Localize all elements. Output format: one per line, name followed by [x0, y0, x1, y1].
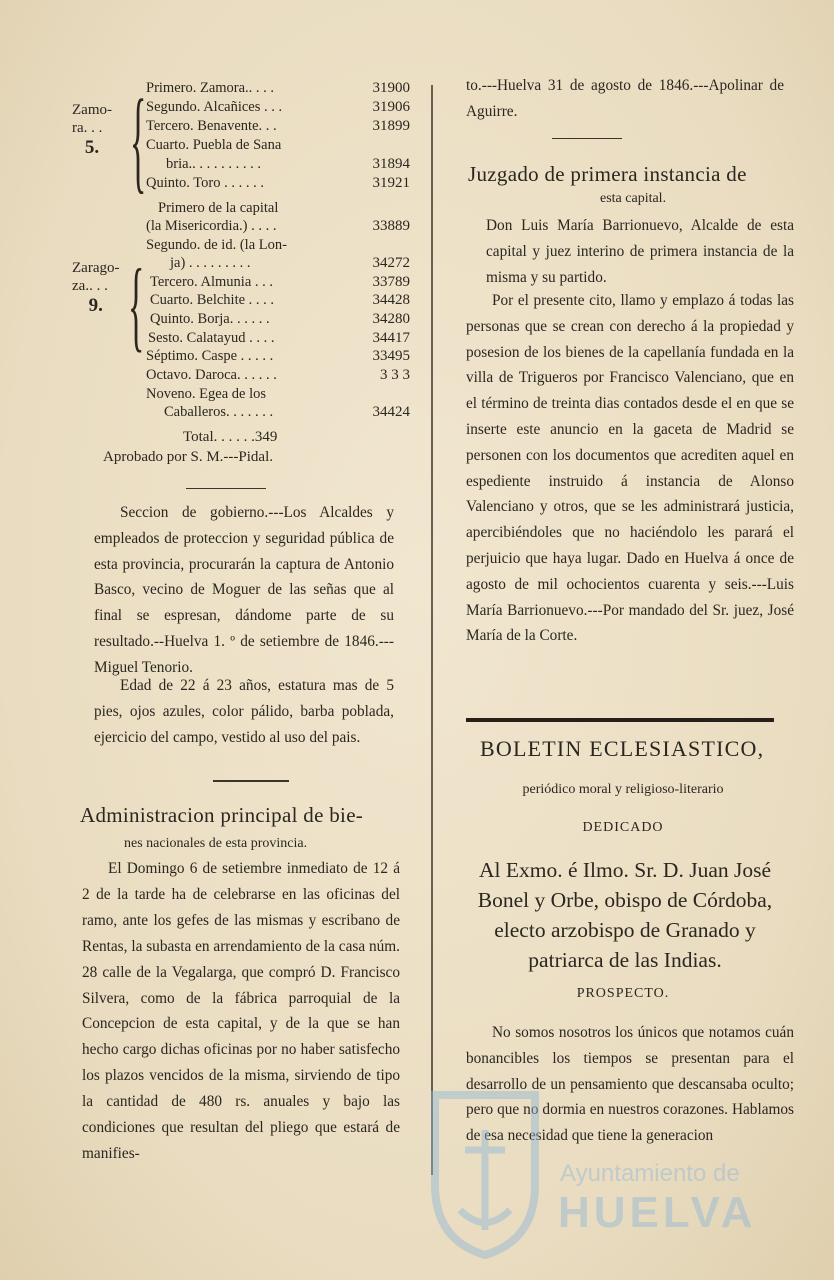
seccion-gobierno-paragraph: Seccion de gobierno.---Los Alcaldes y empleados de proteccion y seguridad pública de esta provincia, procurarán la captura de Antonio Basco, vecino de Moguer de las señas que al final se espresan, dándome parte de su resultado.--Huelva 1. º de setiembre de 1846.---Miguel Tenorio.	[94, 504, 394, 676]
total-line: Total. . . . . .349	[183, 429, 278, 445]
administracion-title: Administracion principal de bie-	[80, 803, 364, 827]
boletin-subtitle: periódico moral y religioso-literario	[522, 782, 724, 797]
zamora-number: 5.	[84, 137, 100, 158]
juzgado-title: Juzgado de primera instancia de	[468, 162, 747, 186]
zaragoza-label	[72, 259, 119, 315]
seccion-gobierno-description: Edad de 22 á 23 años, estatura mas de 5 pies, ojos azules, color pálido, barba poblada, ejercicio del campo, vestido al uso del pais.	[94, 677, 394, 746]
boletin-dedicado: DEDICADO	[582, 820, 664, 835]
zaragoza-label-line2: za.. . .	[72, 278, 108, 294]
juzgado-paragraph: Por el presente cito, llamo y emplazo á todas las personas que se crean con derecho á la propiedad y posesion de los bienes de la capellanía fundada en la villa de Trigueros por Francisco Valenciano, que en el término de treinta dias contados desde el en que se inserte este anuncio en la gaceta de Madrid se personen con los documentos que acrediten aquel en espediente instruido á instancia de Alonso Valenciano y otros, que se les administrará justicia, apercibiéndoles que no haciéndolo les parará el perjuicio que haya lugar. Dado en Huelva á once de agosto de mil ochocientos cuarenta y seis.---Luis María Barrionuevo.---Por mandado del Sr. juez, José María de la Corte.	[466, 292, 794, 645]
section-rule	[186, 488, 266, 489]
shield-icon	[430, 1090, 540, 1260]
section-thick-rule	[466, 718, 774, 722]
section-rule	[552, 138, 622, 139]
watermark-line2: HUELVA	[558, 1188, 757, 1237]
boletin-title: BOLETIN ECLESIASTICO,	[480, 736, 765, 761]
zamora-label-line1: Zamo-	[72, 102, 112, 118]
boletin-paragraph: No somos nosotros los únicos que notamos cuán bonancibles los tiempos se presentan para el desarrollo de un pensamiento que descansaba oculto; pero que no dormia en nuestros corazones. Hablamos de esa necesidad que tiene la generacion	[466, 1024, 794, 1145]
watermark	[430, 1090, 790, 1260]
zaragoza-label-line1: Zarago-	[72, 260, 120, 276]
administracion-paragraph: El Domingo 6 de setiembre inmediato de 12 á 2 de la tarde ha de celebrarse en las oficinas del ramo, ante los gefes de las mismas y escribano de Rentas, la subasta en arrendamiento de la casa núm. 28 calle de la Vegalarga, que compró D. Francisco Silvera, como de la fábrica parroquial de la Concepcion de esta capital, y de la que se han hecho cargo dichas oficinas por no haber satisfecho los plazos vencidos de la misma, sirviendo de tipo la cantidad de 480 rs. anuales y bajo las condiciones que resultan del pliego que estará de manifies-	[82, 860, 400, 1162]
boletin-prospecto: PROSPECTO.	[576, 986, 670, 1001]
column-divider	[431, 85, 433, 1175]
zamora-label	[72, 101, 112, 157]
zamora-brace: {	[130, 80, 147, 206]
zaragoza-brace: {	[128, 252, 145, 363]
approved-line: Aprobado por S. M.---Pidal.	[103, 449, 273, 465]
section-rule	[213, 780, 289, 782]
zaragoza-number: 9.	[88, 295, 103, 316]
continuation-text: to.---Huelva 31 de agosto de 1846.---Apolinar de Aguirre.	[466, 77, 784, 120]
newspaper-page: Zamo- ra. . . 5. { Primero. Zamora.. . . . 31900 Segundo. Alcañices . . . 31906 Tercero. Benavente. . . 31899 Cuarto. Puebla de Sana bria.. . . . . . . . . . 31894 Quinto. Toro . . . . . . 31921 Zarago- za.. . . 9. { Primero de la capital (la Misericordia.) . . . . 33889 Segundo. de id. (la Lon- ja) . . . . . . . . . 34272 Tercero. Almunia . . . 33789 Cuarto. Belchite . . . . 34428 Quinto. Borja. . . . . . 34280 Sesto. Calatayud . . . . 34417 Séptimo. Caspe . . . . . 33495 Octavo. Daroca. . . . . . 3 3 3 Noveno. Egea de los Caballeros. . . . . . . 34424 Total. . . . . .349 Aprobado por S. M.---Pidal. Seccion de gobierno.---Los Alcaldes y empleados de proteccion y seguridad pública de esta provincia, procurarán la captura de Antonio Basco, vecino de Moguer de las señas que al final se espresan, dándome parte de su resultado.--Huelva 1. º de setiembre de 1846.---Miguel Tenorio. Edad de 22 á 23 años, estatura mas de 5 pies, ojos azules, color pálido, barba poblada, ejercicio del campo, vestido al uso del pais. Administracion principal de bie- nes nacionales de esta provincia. El Domingo 6 de setiembre inmediato de 12 á 2 de la tarde ha de celebrarse en las oficinas del ramo, ante los gefes de las mismas y escribano de Rentas, la subasta en arrendamiento de la casa núm. 28 calle de la Vegalarga, que compró D. Francisco Silvera, como de la fábrica parroquial de la Concepcion de esta capital, y de la que se han hecho cargo dichas oficinas por no haber satisfecho los plazos vencidos de la misma, sirviendo de tipo la cantidad de 480 rs. anuales y bajo las condiciones que resultan del pliego que estará de manifies- to.---Huelva 31 de agosto de 1846.---Apolinar de Aguirre. Juzgado de primera instancia de esta capital. Don Luis María Barrionuevo, Alcalde de esta capital y juez interino de primera instancia de la misma y su partido. Por el presente cito, llamo y emplazo á todas las personas que se crean con derecho á la propiedad y posesion de los bienes de la capellanía fundada en la villa de Trigueros por Francisco Valenciano, que en el término de treinta dias contados desde el en que se inserte este anuncio en la gaceta de Madrid se personen con los documentos que acrediten aquel en espediente instruido á instancia de Alonso Valenciano y otros, que se les administrará justicia, apercibiéndoles que no haciéndolo les parará el perjuicio que haya lugar. Dado en Huelva á once de agosto de mil ochocientos cuarenta y seis.---Luis María Barrionuevo.---Por mandado del Sr. juez, José María de la Corte. BOLETIN ECLESIASTICO, periódico moral y religioso-literario DEDICADO Al Exmo. é Ilmo. Sr. D. Juan José Bonel y Orbe, obispo de Córdoba, electo arzobispo de Granado y patriarca de las Indias. PROSPECTO. No somos nosotros los únicos que notamos cuán bonancibles los tiempos se presentan para el desarrollo de un pensamiento que descansaba oculto; pero que no dormia en nuestros corazones. Hablamos de esa necesidad que tiene la generacion Ayuntamiento de HUELVA	[0, 0, 834, 1280]
boletin-dedication: Al Exmo. é Ilmo. Sr. D. Juan José Bonel y Orbe, obispo de Córdoba, electo arzobispo de Granado y patriarca de las Indias.	[477, 858, 773, 972]
administracion-subtitle: nes nacionales de esta provincia.	[124, 836, 308, 851]
zamora-label-line2: ra. . .	[72, 120, 103, 136]
juzgado-intro: Don Luis María Barrionuevo, Alcalde de esta capital y juez interino de primera instancia de la misma y su partido.	[486, 217, 794, 286]
juzgado-subtitle: esta capital.	[600, 191, 667, 206]
watermark-line1: Ayuntamiento de	[560, 1160, 740, 1187]
